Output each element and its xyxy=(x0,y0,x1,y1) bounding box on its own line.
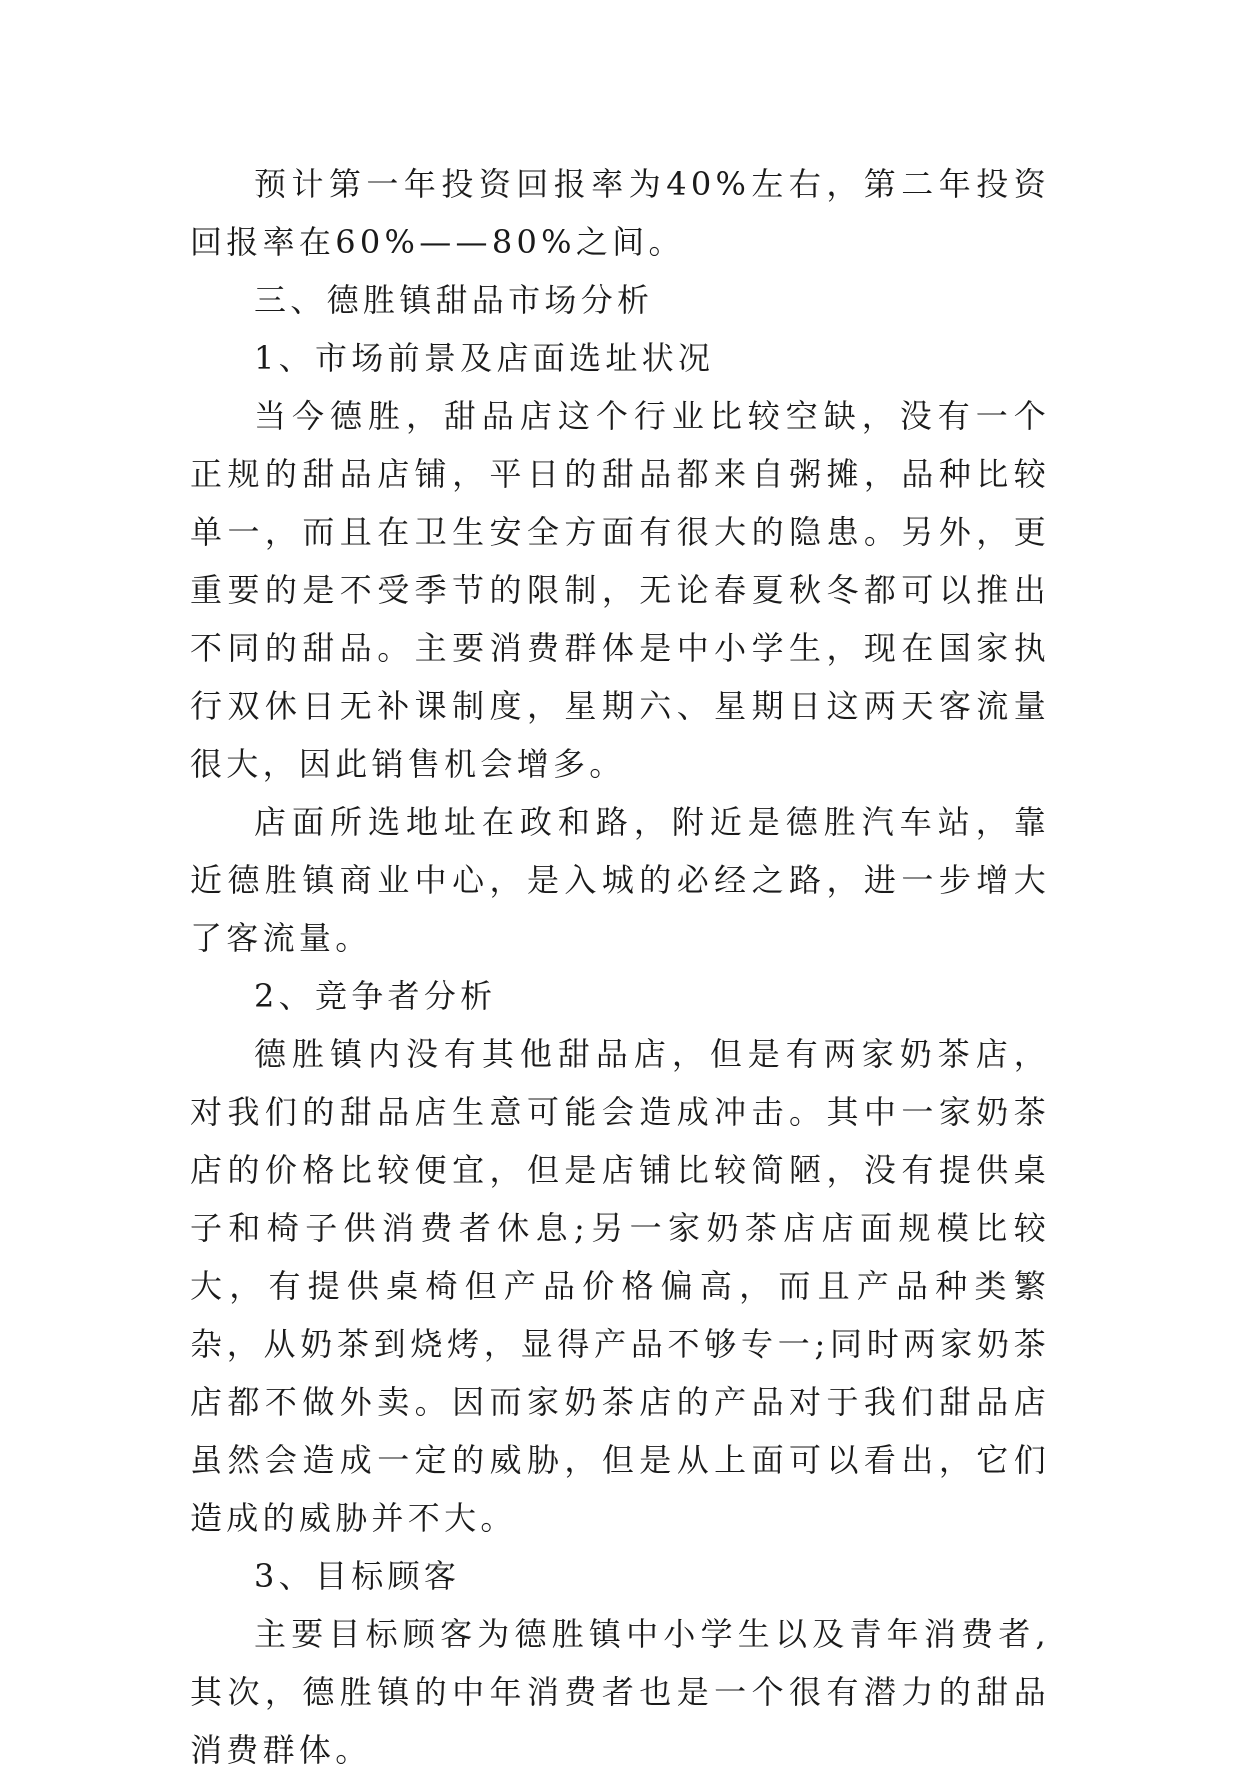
paragraph-store-location: 店面所选地址在政和路，附近是德胜汽车站，靠近德胜镇商业中心，是入城的必经之路，进一步增大了客流量。 xyxy=(190,803,1050,957)
paragraph-roi-forecast: 预计第一年投资回报率为40%左右，第二年投资回报率在60%——80%之间。 xyxy=(190,165,1050,261)
subheading-competitor-analysis: 2、竞争者分析 xyxy=(254,977,497,1015)
paragraph-market-prospects: 当今德胜，甜品店这个行业比较空缺，没有一个正规的甜品店铺，平日的甜品都来自粥摊，品种比较单一，而且在卫生安全方面有很大的隐患。另外，更重要的是不受季节的限制，无论春夏秋冬都可以推出不同的甜品。主要消费群体是中小学生，现在国家执行双休日无补课制度，星期六、星期日这两天客流量很大，因此销售机会增多。 xyxy=(190,397,1050,783)
subheading-target-customers: 3、目标顾客 xyxy=(254,1557,461,1595)
subheading-market-prospects: 1、市场前景及店面选址状况 xyxy=(254,339,715,377)
paragraph-competitor-analysis: 德胜镇内没有其他甜品店，但是有两家奶茶店，对我们的甜品店生意可能会造成冲击。其中一家奶茶店的价格比较便宜，但是店铺比较简陋，没有提供桌子和椅子供消费者休息;另一家奶茶店店面规模比较大，有提供桌椅但产品价格偏高，而且产品种类繁杂，从奶茶到烧烤，显得产品不够专一;同时两家奶茶店都不做外卖。因而家奶茶店的产品对于我们甜品店虽然会造成一定的威胁，但是从上面可以看出，它们造成的威胁并不大。 xyxy=(190,1035,1050,1537)
document-body xyxy=(190,155,1050,1779)
paragraph-target-customers: 主要目标顾客为德胜镇中小学生以及青年消费者,其次，德胜镇的中年消费者也是一个很有潜力的甜品消费群体。 xyxy=(190,1615,1050,1769)
section-heading-market-analysis: 三、德胜镇甜品市场分析 xyxy=(254,281,654,319)
